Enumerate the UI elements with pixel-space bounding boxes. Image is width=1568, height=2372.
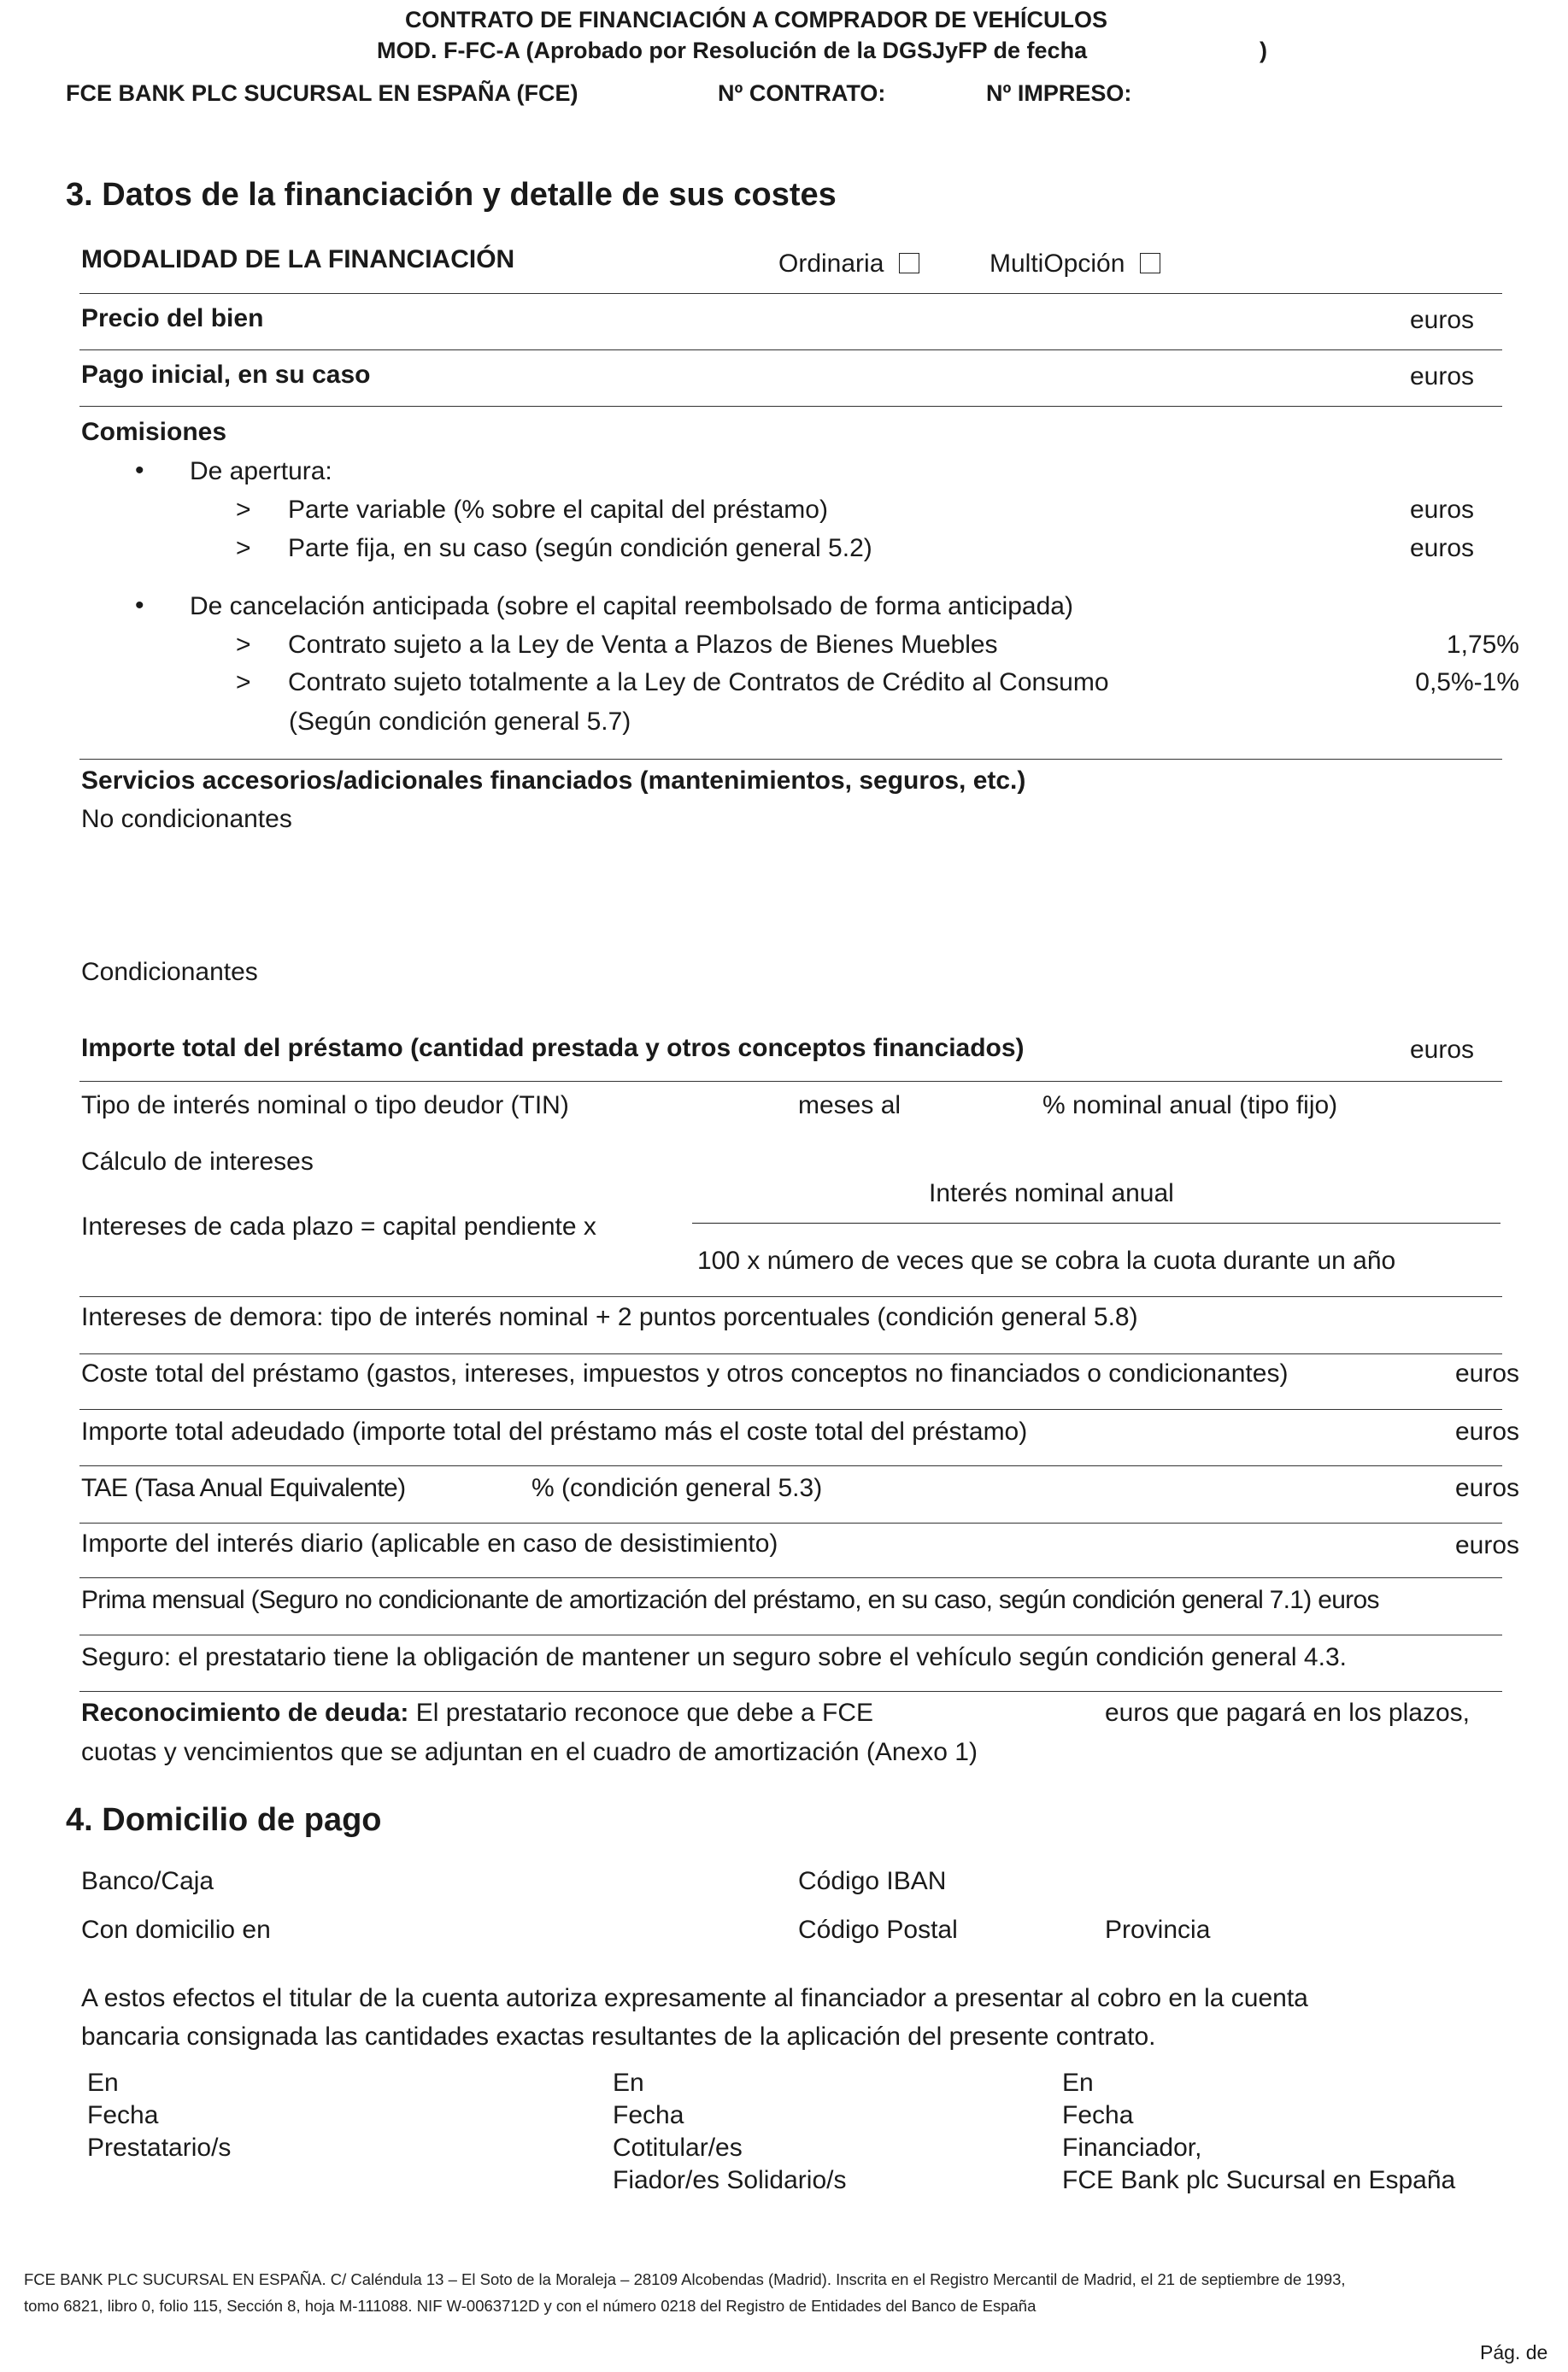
comisiones-label: Comisiones [81,418,227,446]
modalidad-multiopcion [990,250,1160,279]
arrow-icon: > [236,631,251,659]
reconocimiento-line2: cuotas y vencimientos que se adjuntan en el cuadro de amortización (Anexo 1) [81,1738,978,1766]
sig-en: En [613,2069,644,2097]
formula-numerator: Interés nominal anual [929,1179,1174,1207]
reconocimiento-text2: euros que pagará en los plazos, [1105,1699,1470,1727]
doc-model-close: ) [1260,38,1267,63]
reconocimiento-line1 [81,1699,873,1728]
servicios-label: Servicios accesorios/adicionales financiados (mantenimientos, seguros, etc.) [81,766,1026,795]
condicionantes-label: Condicionantes [81,958,258,986]
parte-fija-label: Parte fija, en su caso (según condición general 5.2) [288,534,872,562]
ordinaria-checkbox[interactable] [899,253,919,273]
sig-role: Cotitular/es [613,2134,743,2162]
arrow-icon: > [236,534,251,562]
prima-label: Prima mensual (Seguro no condicionante de amortización del préstamo, en su caso, según condición general 7.1) euros [81,1586,1379,1614]
seguro-label: Seguro: el prestatario tiene la obligación de mantener un seguro sobre el vehículo según condición general 4.3. [81,1643,1347,1671]
coste-total-label: Coste total del préstamo (gastos, intereses, impuestos y otros conceptos no financiados o condicionantes) [81,1359,1289,1388]
arrow-icon: > [236,496,251,524]
tin-nominal: % nominal anual (tipo fijo) [1042,1091,1338,1119]
tin-label: Tipo de interés nominal o tipo deudor (TIN) [81,1091,569,1119]
bullet-icon: • [135,591,144,619]
pago-inicial-unit: euros [1410,362,1475,390]
sig-fecha: Fecha [87,2101,159,2129]
arrow-icon: > [236,668,251,696]
sig-fecha: Fecha [613,2101,684,2129]
autoriza-line2: bancaria consignada las cantidades exactas resultantes de la aplicación del presente contrato. [81,2023,1156,2051]
calculo-label: Cálculo de intereses [81,1148,314,1176]
signature-col-financiador [1062,2069,1455,2195]
modalidad-label: MODALIDAD DE LA FINANCIACIÓN [81,245,515,273]
divider [79,1691,1502,1692]
diario-label: Importe del interés diario (aplicable en caso de desistimiento) [81,1529,778,1558]
precio-label: Precio del bien [81,304,264,332]
codigo-postal-label: Código Postal [798,1916,958,1944]
importe-total-unit: euros [1410,1036,1475,1064]
reconocimiento-bold: Reconocimiento de deuda: [81,1699,409,1727]
sig-en: En [1062,2069,1094,2097]
ley-credito-label: Contrato sujeto totalmente a la Ley de Contratos de Crédito al Consumo [288,668,1109,696]
multiopcion-label: MultiOpción [990,250,1125,278]
divider [79,1081,1502,1082]
importe-total-label: Importe total del préstamo (cantidad prestada y otros conceptos financiados) [81,1034,1025,1062]
sig-role-2: FCE Bank plc Sucursal en España [1062,2166,1456,2194]
provincia-label: Provincia [1105,1916,1211,1944]
sig-role-2: Fiador/es Solidario/s [613,2166,847,2194]
sig-role: Financiador, [1062,2134,1202,2162]
sig-fecha: Fecha [1062,2101,1134,2129]
adeudado-label: Importe total adeudado (importe total del préstamo más el coste total del préstamo) [81,1418,1028,1446]
divider [79,406,1502,407]
sig-role: Prestatario/s [87,2134,232,2162]
signature-col-prestatario [87,2069,231,2163]
segun-condicion: (Según condición general 5.7) [289,707,631,736]
divider [79,293,1502,294]
cancelacion-label: De cancelación anticipada (sobre el capital reembolsado de forma anticipada) [190,592,1073,620]
precio-unit: euros [1410,306,1475,334]
section-3-title: 3. Datos de la financiación y detalle de sus costes [66,177,837,213]
parte-variable-label: Parte variable (% sobre el capital del préstamo) [288,496,828,524]
divider [79,759,1502,760]
divider [79,1523,1502,1524]
domicilio-label: Con domicilio en [81,1916,271,1944]
section-4-title: 4. Domicilio de pago [66,1802,382,1838]
bullet-icon: • [135,456,144,484]
parte-variable-unit: euros [1410,496,1475,524]
divider [79,1296,1502,1297]
tin-meses: meses al [798,1091,901,1119]
tae-label: TAE (Tasa Anual Equivalente) [81,1474,406,1502]
ley-venta-label: Contrato sujeto a la Ley de Venta a Plazos de Bienes Muebles [288,631,998,659]
coste-total-unit: euros [1455,1359,1520,1388]
formula-lhs: Intereses de cada plazo = capital pendiente x [81,1212,596,1241]
ley-credito-value: 0,5%-1% [1415,668,1519,696]
footer-line2: tomo 6821, libro 0, folio 115, Sección 8, hoja M-111088. NIF W-0063712D y con el número 0218 del Registro de Entidades del Banco de España [24,2297,1037,2315]
multiopcion-checkbox[interactable] [1140,253,1160,273]
page-number: Pág. de [1480,2341,1548,2363]
signature-col-cotitular [613,2069,846,2195]
demora-label: Intereses de demora: tipo de interés nominal + 2 puntos porcentuales (condición general 5.8) [81,1303,1138,1331]
diario-unit: euros [1455,1531,1520,1559]
doc-title: CONTRATO DE FINANCIACIÓN A COMPRADOR DE VEHÍCULOS [405,7,1108,32]
iban-label: Código IBAN [798,1867,947,1895]
footer-line1: FCE BANK PLC SUCURSAL EN ESPAÑA. C/ Caléndula 13 – El Soto de la Moraleja – 28109 Alcobendas (Madrid). Inscrita en el Registro Mercantil de Madrid, el 21 de septiembre de 1993, [24,2270,1346,2288]
company-name: FCE BANK PLC SUCURSAL EN ESPAÑA (FCE) [66,80,578,106]
contract-number-label: Nº CONTRATO: [718,80,886,106]
divider [79,349,1502,350]
divider [79,1353,1502,1354]
sig-en: En [87,2069,119,2097]
apertura-label: De apertura: [190,457,332,485]
ley-venta-value: 1,75% [1446,631,1519,659]
banco-label: Banco/Caja [81,1867,214,1895]
ordinaria-label: Ordinaria [778,250,884,278]
tae-unit: euros [1455,1474,1520,1502]
tae-condicion: % (condición general 5.3) [531,1474,823,1502]
divider [79,1465,1502,1466]
doc-model: MOD. F-FC-A (Aprobado por Resolución de la DGSJyFP de fecha [377,38,1088,63]
pago-inicial-label: Pago inicial, en su caso [81,361,371,389]
autoriza-line1: A estos efectos el titular de la cuenta autoriza expresamente al financiador a presentar al cobro en la cuenta [81,1984,1308,2012]
reconocimiento-text: El prestatario reconoce que debe a FCE [408,1699,874,1727]
formula-denominator: 100 x número de veces que se cobra la cuota durante un año [697,1247,1396,1275]
adeudado-unit: euros [1455,1418,1520,1446]
divider [79,1409,1502,1410]
parte-fija-unit: euros [1410,534,1475,562]
formula-fraction-bar [692,1223,1500,1224]
no-condicionantes-label: No condicionantes [81,805,292,833]
modalidad-ordinaria [778,250,919,279]
divider [79,1577,1502,1578]
printed-number-label: Nº IMPRESO: [986,80,1132,106]
